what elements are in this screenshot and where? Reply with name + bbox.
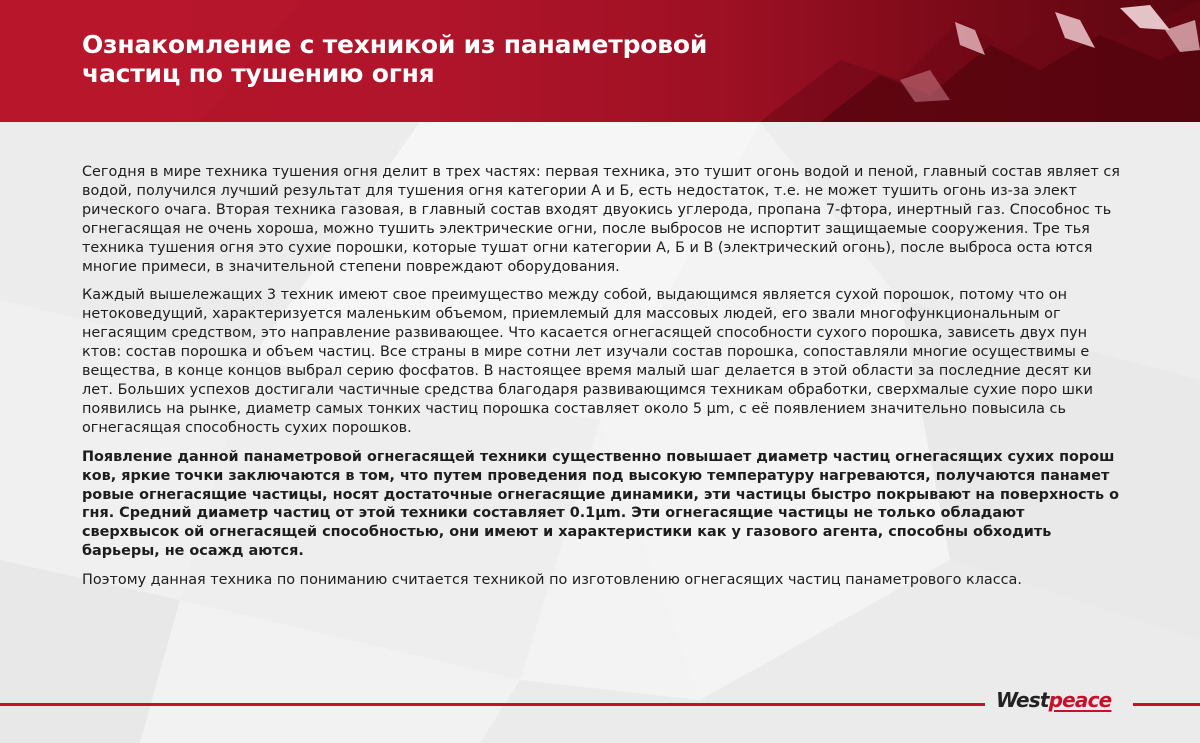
main-content	[82, 163, 1122, 600]
logo-part-peace: peace	[1048, 688, 1112, 712]
page-title	[82, 30, 707, 88]
footer-divider-left	[0, 703, 985, 706]
header-banner	[0, 0, 1200, 122]
logo-part-west: West	[996, 688, 1049, 712]
paragraph-1: Сегодня в мире техника тушения огня делит в трех частях: первая техника, это тушит огонь водой и пеной, главный состав являет ся водой, получился лучший результат для тушения огня категории А и Б, есть недостаток, т.е. не может тушить огонь из-за элект рического очага. Вторая техника газовая, в главный состав входят двуокись углерода, пропана 7-фтора, инертный газ. Способнос ть огнегасящая не очень хороша, можно тушить электрические огни, после выбросов не испортит защищаемые сооружения. Тре тья техника тушения огня это сухие порошки, которые тушат огни категории А, Б и В (электрический огонь), после выброса оста ются многие примеси, в значительной степени повреждают оборудования.	[82, 164, 1120, 275]
paragraph-2: Каждый вышележащих 3 техник имеют свое преимущество между собой, выдающимся является сухой порошок, потому что он нетоковедущий, характеризуется маленьким объемом, приемлемый для массовых людей, его звали многофункциональным ог негасящим средством, это направление развивающее. Что касается огнегасящей способности сухого порошка, зависеть двух пун ктов: состав порошка и объем частиц. Все страны в мире сотни лет изучали состав порошка, сопоставляли многие осуществимы е вещества, в конце концов выбрал серию фосфатов. В настоящее время малый шаг делается в этой области за последние десят ки лет. Больших успехов достигали частичные средства благодаря развивающимся техникам обработки, сверхмалые сухие поро шки появились на рынке, диаметр самых тонких частиц порошка составляет около 5 μm, с её появлением значительно повысила сь огнегасящая способность сухих порошков.	[82, 287, 1093, 436]
paragraph-3-bold: Появление данной панаметровой огнегасящей техники существенно повышает диаметр частиц огнегасящих сухих порош ков, яркие точки заключаются в том, что путем проведения под высокую температуру нагреваются, получаются панамет ровые огнегасящие частицы, носят достаточные огнегасящие динамики, эти частицы быстро покрывают на поверхность о гня. Средний диаметр частиц от этой техники составляет 0.1μm. Эти огнегасящие частицы не только обладают сверхвысок ой огнегасящей способностью, они имеют и характеристики как у газового агента, способны обходить барьеры, не осажд аются.	[82, 448, 1119, 560]
westpeace-logo	[996, 688, 1111, 712]
paragraph-4: Поэтому данная техника по пониманию считается техникой по изготовлению огнегасящих частиц панаметрового класса.	[82, 572, 1022, 589]
footer-divider-right	[1133, 703, 1200, 706]
page-title-line-2: частиц по тушению огня	[82, 59, 435, 88]
page-title-line-1: Ознакомление с техникой из панаметровой	[82, 30, 708, 59]
